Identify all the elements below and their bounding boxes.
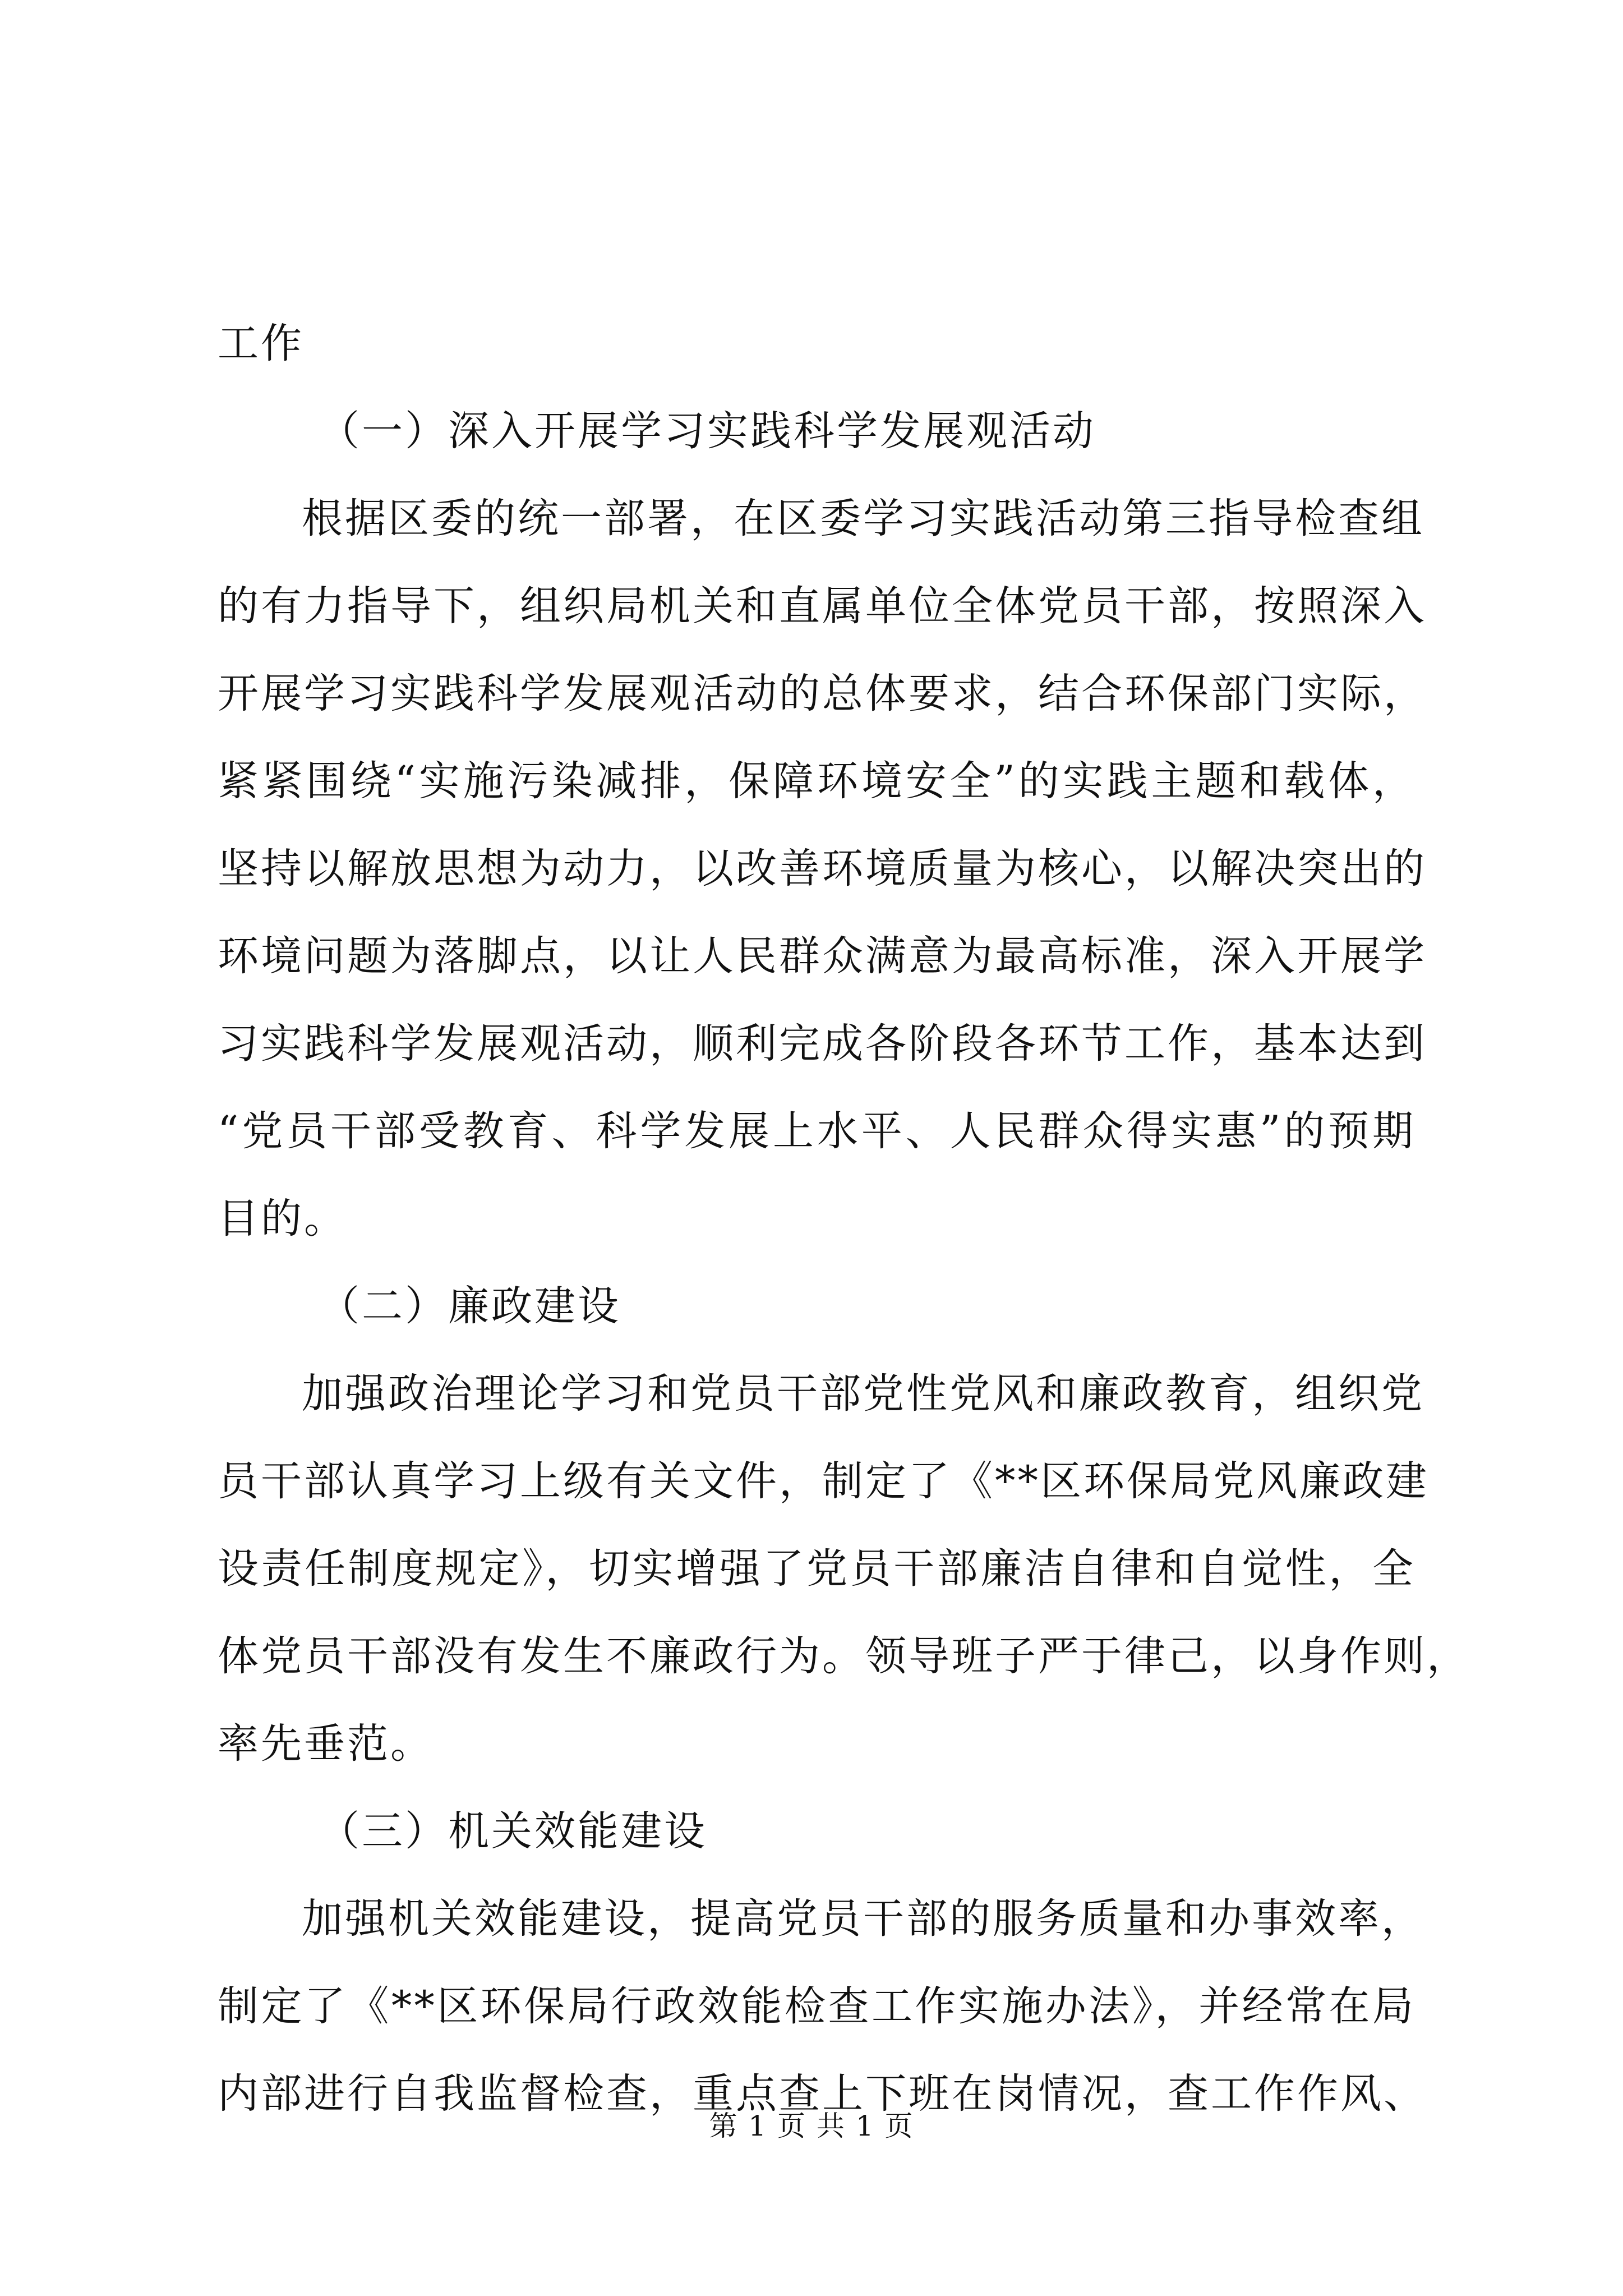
section-heading-1: （一）深入开展学习实践科学发展观活动 xyxy=(319,407,1096,455)
paragraph-line: 设责任制度规定》，切实增强了党员干部廉洁自律和自觉性，全 xyxy=(218,1545,1415,1593)
section-heading-3: （三）机关效能建设 xyxy=(319,1807,707,1855)
paragraph-line: 根据区委的统一部署，在区委学习实践活动第三指导检查组 xyxy=(302,495,1424,542)
paragraph-line: 内部进行自我监督检查，重点查上下班在岗情况，查工作作风、 xyxy=(218,2070,1427,2118)
paragraph-line: 的有力指导下，组织局机关和直属单位全体党员干部，按照深入 xyxy=(218,582,1427,630)
paragraph-line: 加强政治理论学习和党员干部党性党风和廉政教育，组织党 xyxy=(302,1370,1424,1418)
paragraph-line: 坚持以解放思想为动力，以改善环境质量为核心，以解决突出的 xyxy=(218,845,1427,892)
paragraph-line: 率先垂范。 xyxy=(218,1720,434,1768)
paragraph-line: 体党员干部没有发生不廉政行为。领导班子严于律己，以身作则， xyxy=(218,1632,1470,1680)
paragraph-line: 制定了《**区环保局行政效能检查工作实施办法》，并经常在局 xyxy=(218,1982,1415,2030)
paragraph-line: 开展学习实践科学发展观活动的总体要求，结合环保部门实际， xyxy=(218,670,1427,717)
paragraph-line: 环境问题为落脚点，以让人民群众满意为最高标准，深入开展学 xyxy=(218,932,1427,980)
document-body xyxy=(218,300,1470,2138)
paragraph-line: 紧紧围绕“实施污染减排，保障环境安全”的实践主题和载体， xyxy=(218,757,1415,805)
paragraph-line: “党员干部受教育、科学发展上水平、人民群众得实惠”的预期 xyxy=(218,1107,1415,1155)
section-heading-2: （二）廉政建设 xyxy=(319,1282,621,1330)
page-number-footer: 第 1 页 共 1 页 xyxy=(709,2110,914,2142)
paragraph-line: 习实践科学发展观活动，顺利完成各阶段各环节工作，基本达到 xyxy=(218,1020,1427,1068)
paragraph-line: 目的。 xyxy=(218,1195,347,1243)
paragraph-line: 加强机关效能建设，提高党员干部的服务质量和办事效率， xyxy=(302,1895,1424,1943)
text-line: 工作 xyxy=(218,320,304,367)
paragraph-line: 员干部认真学习上级有关文件，制定了《**区环保局党风廉政建 xyxy=(218,1457,1429,1505)
